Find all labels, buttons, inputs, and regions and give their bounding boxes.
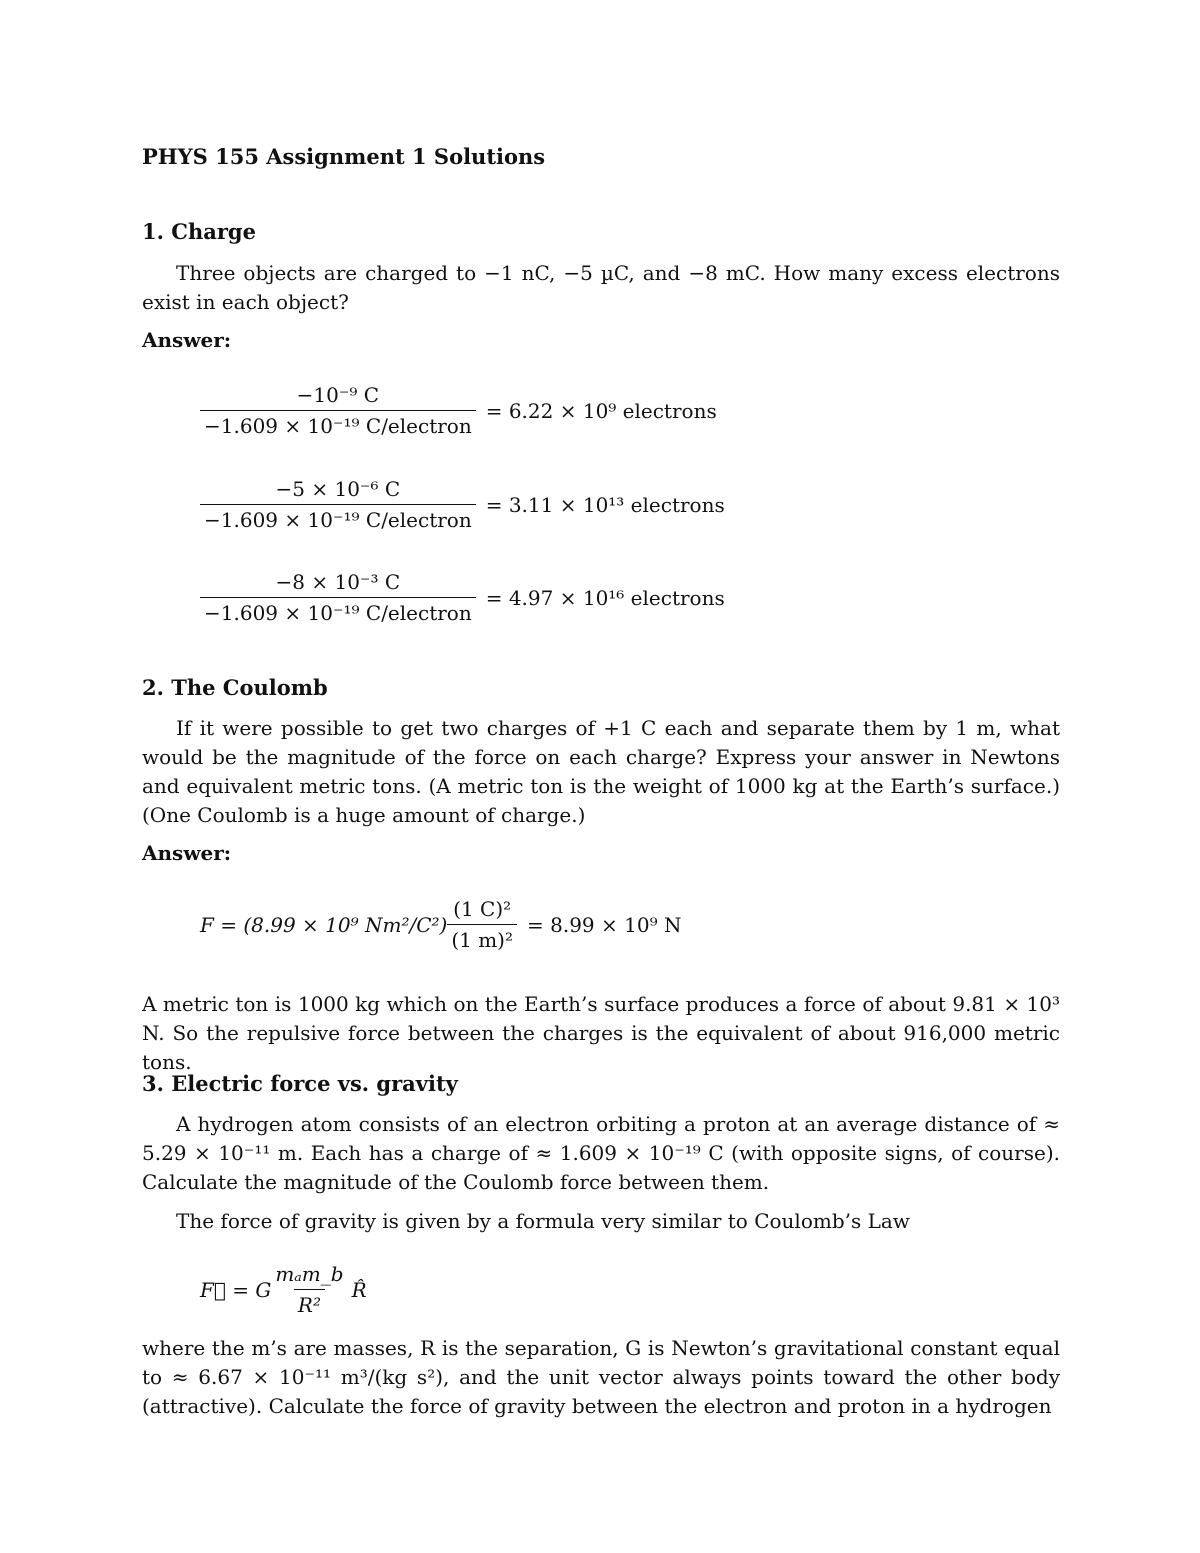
result: = 3.11 × 10¹³ electrons <box>485 492 725 517</box>
page-title: PHYS 155 Assignment 1 Solutions <box>142 144 546 169</box>
gravity-equation <box>200 1262 367 1317</box>
result: = 6.22 × 10⁹ electrons <box>485 398 717 423</box>
denominator: −1.609 × 10⁻¹⁹ C/electron <box>200 597 476 625</box>
fraction <box>200 383 476 438</box>
numerator: −8 × 10⁻³ C <box>275 570 401 594</box>
section-3-problem: A hydrogen atom consists of an electron orbiting a proton at an average distance of ≈ 5.29 × 10⁻¹¹ m. Each has a charge of ≈ 1.609 × 10⁻¹⁹ C (with opposite signs, of course). Calculate the magnitude of the Coulomb force between them. <box>142 1112 1060 1194</box>
section-1-problem: Three objects are charged to −1 nC, −5 µC, and −8 mC. How many excess electrons exist in each object? <box>142 261 1060 314</box>
equation-lhs: F⃗ = G <box>200 1277 272 1302</box>
numerator: −10⁻⁹ C <box>296 383 380 407</box>
section-2-problem: If it were possible to get two charges of +1 C each and separate them by 1 m, what would be the magnitude of the force on each charge? Express your answer in Newtons and equivalent metric tons. (A metric ton is the weight of 1000 kg at the Earth’s surface.) (One Coulomb is a huge amount of charge.) <box>142 716 1060 827</box>
denominator: R² <box>294 1289 325 1317</box>
fraction <box>200 477 476 532</box>
numerator: −5 × 10⁻⁶ C <box>275 477 401 501</box>
section-3-heading: 3. Electric force vs. gravity <box>142 1071 458 1096</box>
numerator: (1 C)² <box>453 897 512 921</box>
denominator: −1.609 × 10⁻¹⁹ C/electron <box>200 410 476 438</box>
numerator: mₐm_b <box>275 1262 344 1286</box>
equation-rhs: R̂ <box>351 1277 367 1302</box>
section-1-heading: 1. Charge <box>142 219 256 244</box>
charge-equation-1 <box>200 383 717 438</box>
gravity-intro: The force of gravity is given by a formula very similar to Coulomb’s Law <box>176 1209 910 1233</box>
section-2-conclusion: A metric ton is 1000 kg which on the Earth’s surface produces a force of about 9.81 × 10³ N. So the repulsive force between the charges is the equivalent of about 916,000 metric tons. <box>142 992 1060 1074</box>
charge-equation-2 <box>200 477 725 532</box>
result: = 4.97 × 10¹⁶ electrons <box>485 585 725 610</box>
denominator: −1.609 × 10⁻¹⁹ C/electron <box>200 504 476 532</box>
section-3-explanation: where the m’s are masses, R is the separation, G is Newton’s gravitational constant equal to ≈ 6.67 × 10⁻¹¹ m³/(kg s²), and the unit vector always points toward the other body (attractive). Calculate the force of gravity between the electron and proton in a hydrogen <box>142 1336 1060 1418</box>
denominator: (1 m)² <box>447 924 517 952</box>
equation-lhs: F = (8.99 × 10⁹ Nm²/C²) <box>200 912 448 937</box>
fraction <box>200 570 476 625</box>
charge-equation-3 <box>200 570 725 625</box>
fraction <box>447 897 517 952</box>
fraction <box>271 1262 347 1317</box>
coulomb-force-equation <box>200 897 681 952</box>
section-2-heading: 2. The Coulomb <box>142 675 328 700</box>
equation-rhs: = 8.99 × 10⁹ N <box>527 912 682 937</box>
section-2-answer-label: Answer: <box>142 841 232 865</box>
section-1-answer-label: Answer: <box>142 328 232 352</box>
